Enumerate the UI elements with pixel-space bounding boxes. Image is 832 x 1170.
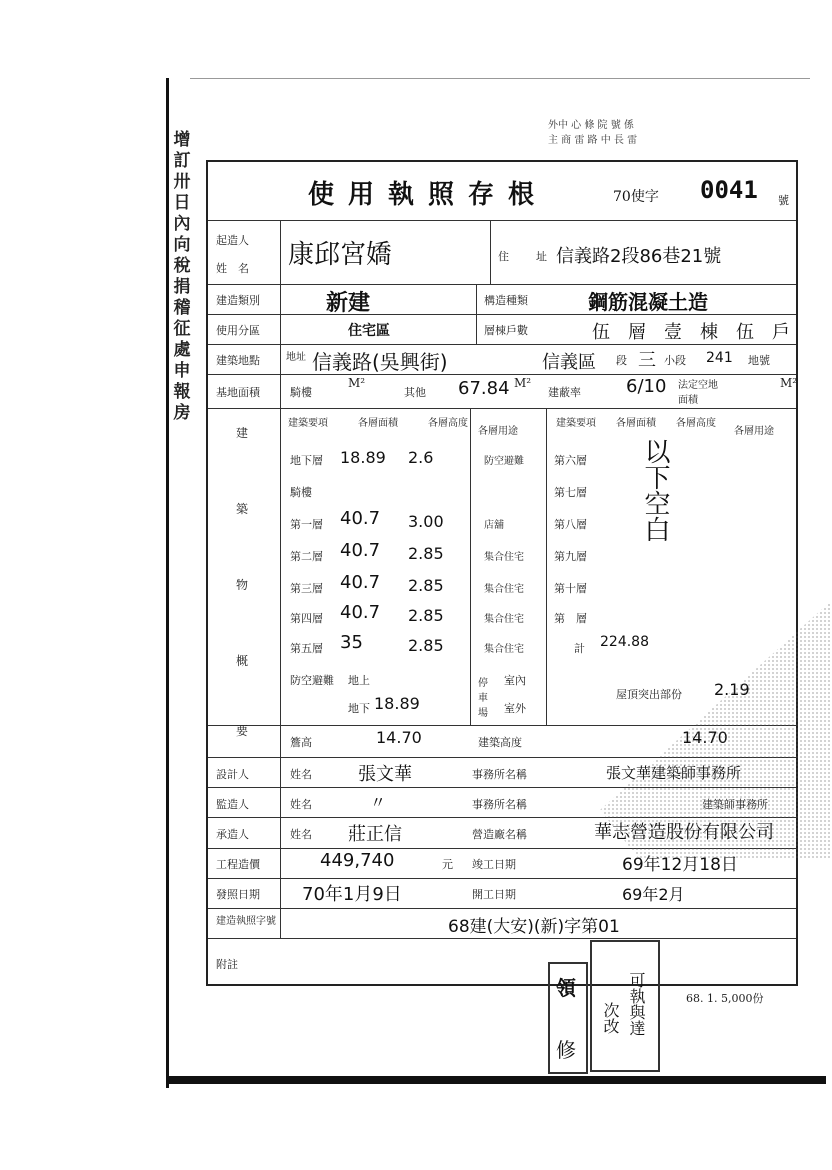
floor-height: 3.00 <box>408 512 444 531</box>
form-title: 使用執照存根 <box>308 180 549 210</box>
issue-date-label: 發照日期 <box>216 888 260 901</box>
subsection-label: 小段 <box>664 354 686 367</box>
designer-office-label: 事務所名稱 <box>472 768 527 781</box>
contractor-name: 莊正信 <box>348 824 402 845</box>
scan-artifact-shading <box>600 600 832 860</box>
contractor-name-label: 姓名 <box>290 828 312 841</box>
parking-label: 停車場 <box>478 678 488 719</box>
land-label: 地號 <box>748 354 770 367</box>
section-label: 段 <box>616 354 627 367</box>
site-district: 信義區 <box>542 352 596 373</box>
floor-name-right: 第六層 <box>554 454 587 467</box>
floors-label: 層棟戶數 <box>484 324 528 337</box>
blank-below-note: 以下空白 <box>640 438 670 542</box>
scan-left-edge <box>166 78 169 1088</box>
serial-prefix: 70使字 <box>613 189 659 205</box>
floor-use: 集合住宅 <box>484 644 524 655</box>
arcade-label: 騎樓 <box>290 386 312 399</box>
side-char-5: 要 <box>236 724 249 738</box>
contractor-company: 華志營造股份有限公司 <box>594 822 774 843</box>
shelter-ground-label: 地上 <box>348 674 370 687</box>
use-header-left: 各層用途 <box>478 426 518 437</box>
floor-area: 35 <box>340 632 363 653</box>
top-right-stamp-line2: 主 商 雷 路 中 長 雷 <box>548 135 638 146</box>
supervisor-label: 監造人 <box>216 798 249 811</box>
top-right-stamp-line1: 外中 心 條 院 號 係 <box>548 120 634 131</box>
bottom-stamp-box-1 <box>548 962 588 1074</box>
floor-area: 40.7 <box>340 540 381 561</box>
parking-indoor-label: 室內 <box>504 674 526 687</box>
builder-address: 信義路2段86巷21號 <box>556 246 722 267</box>
eaves-label: 簷高 <box>290 736 312 749</box>
side-char-3: 物 <box>236 578 249 592</box>
floor-name-right: 第七層 <box>554 486 587 499</box>
floor-name: 第四層 <box>290 612 323 625</box>
supervisor-office-label: 事務所名稱 <box>472 798 527 811</box>
remarks-label: 附註 <box>216 958 238 971</box>
contractor-label: 承造人 <box>216 828 249 841</box>
scan-bottom-edge <box>166 1076 826 1084</box>
area-label: 基地面積 <box>216 386 260 399</box>
supervisor-name: 〃 <box>370 793 387 812</box>
floor-headers-right: 建築要項 各層面積 各層高度 <box>556 418 716 429</box>
floor-name-right: 計 <box>574 642 585 655</box>
side-char-4: 概 <box>236 654 249 668</box>
area-unit-1: M² <box>348 376 366 390</box>
complete-date-label: 竣工日期 <box>472 858 516 871</box>
parking-outdoor-label: 室外 <box>504 702 526 715</box>
floor-headers-left: 建築要項 各層面積 各層高度 <box>288 418 468 429</box>
permit-form <box>206 160 798 986</box>
builder-label-bottom: 姓 名 <box>216 262 249 275</box>
coverage-label: 建蔽率 <box>548 386 581 399</box>
building-height-label: 建築高度 <box>478 736 522 749</box>
building-type-value: 新建 <box>326 291 371 316</box>
legal-open-area-label: 法定空地面積 <box>678 380 718 406</box>
floor-name-right: 第八層 <box>554 518 587 531</box>
floor-use: 店舖 <box>484 520 504 531</box>
use-zone-label: 使用分區 <box>216 324 260 337</box>
floor-use: 集合住宅 <box>484 614 524 625</box>
print-note: 68. 1. 5,000份 <box>686 992 764 1005</box>
builder-label-top: 起造人 <box>216 234 249 247</box>
site-label: 建築地點 <box>216 354 260 367</box>
designer-label: 設計人 <box>216 768 249 781</box>
building-type-label: 建造類別 <box>216 294 260 307</box>
area-unit-2: M² <box>514 376 532 390</box>
side-stamp: 增訂卅日內向稅捐稽征處申報房 <box>173 130 191 423</box>
roof-label: 屋頂突出部份 <box>616 688 682 701</box>
floor-name-right: 第 層 <box>554 612 587 625</box>
eaves-value: 14.70 <box>376 728 422 747</box>
floor-height: 2.85 <box>408 606 444 625</box>
floor-name: 第二層 <box>290 550 323 563</box>
cost-label: 工程造價 <box>216 858 260 871</box>
use-header-right: 各層用途 <box>734 426 774 437</box>
floor-height: 2.85 <box>408 576 444 595</box>
shelter-underground-label: 地下 <box>348 702 370 715</box>
building-height-value: 14.70 <box>682 728 728 747</box>
address-label: 住 <box>498 250 509 263</box>
stamp-text-4: 次改 <box>601 1002 620 1034</box>
land-number: 241 <box>706 350 733 366</box>
floor-name: 騎樓 <box>290 486 312 499</box>
floor-use: 防空避難 <box>484 456 524 467</box>
floor-height: 2.85 <box>408 544 444 563</box>
structure-value: 鋼筋混凝土造 <box>588 290 708 314</box>
side-char-2: 築 <box>236 502 249 516</box>
cost-value: 449,740 <box>320 850 395 871</box>
floor-name-right: 第九層 <box>554 550 587 563</box>
floor-height: 2.85 <box>408 636 444 655</box>
serial-number: 0041 <box>700 176 758 204</box>
site-address: 信義路(吳興街) <box>312 350 448 374</box>
cost-unit: 元 <box>442 858 453 871</box>
floor-name: 第三層 <box>290 582 323 595</box>
contractor-company-label: 營造廠名稱 <box>472 828 527 841</box>
floor-use: 集合住宅 <box>484 552 524 563</box>
permit-label: 建造執照字號 <box>216 916 276 927</box>
coverage-value: 6/10 <box>626 376 667 397</box>
shelter-label: 防空避難 <box>290 674 334 687</box>
complete-date-value: 69年12月18日 <box>622 855 738 875</box>
top-right-stamp <box>548 118 637 148</box>
floor-use: 集合住宅 <box>484 584 524 595</box>
stamp-char-1: 領 <box>556 976 576 1000</box>
roof-value: 2.19 <box>714 680 750 699</box>
section-value: 三 <box>638 350 656 371</box>
designer-name: 張文華 <box>358 764 412 785</box>
other-area-value: 67.84 <box>458 378 510 399</box>
builder-name: 康邱宮嬌 <box>288 240 393 270</box>
start-date-value: 69年2月 <box>622 885 685 904</box>
floor-name: 第五層 <box>290 642 323 655</box>
site-addr-label: 地址 <box>286 352 306 363</box>
address-label-2: 址 <box>536 250 547 263</box>
issue-date-value: 70年1月9日 <box>302 884 402 905</box>
shelter-underground-value: 18.89 <box>374 694 420 713</box>
bottom-stamp-box-2 <box>590 940 660 1072</box>
start-date-label: 開工日期 <box>472 888 516 901</box>
floor-name-right: 第十層 <box>554 582 587 595</box>
scan-top-edge <box>190 78 810 79</box>
serial-suffix: 號 <box>778 194 789 207</box>
floor-area: 18.89 <box>340 448 386 467</box>
stamp-text-3: 可執與達 <box>627 972 646 1036</box>
stamp-char-2: 修 <box>556 1038 576 1062</box>
designer-office: 張文華建築師事務所 <box>606 764 742 782</box>
floors-value: 伍 層 壹 棟 伍 戶 <box>592 322 790 343</box>
floor-area: 40.7 <box>340 508 381 529</box>
floor-name: 第一層 <box>290 518 323 531</box>
designer-name-label: 姓名 <box>290 768 312 781</box>
side-char-1: 建 <box>236 426 249 440</box>
floor-area: 40.7 <box>340 602 381 623</box>
floor-name: 地下層 <box>290 454 323 467</box>
use-zone-value: 住宅區 <box>348 323 390 339</box>
supervisor-name-label: 姓名 <box>290 798 312 811</box>
supervisor-office: 建築師事務所 <box>702 798 768 811</box>
other-label: 其他 <box>404 386 426 399</box>
floor-area: 40.7 <box>340 572 381 593</box>
floor-total-area: 224.88 <box>600 634 649 650</box>
structure-label: 構造種類 <box>484 294 528 307</box>
permit-value: 68建(大安)(新)字第01 <box>448 917 620 937</box>
floor-height: 2.6 <box>408 448 434 467</box>
area-unit-3: M² <box>780 376 798 390</box>
